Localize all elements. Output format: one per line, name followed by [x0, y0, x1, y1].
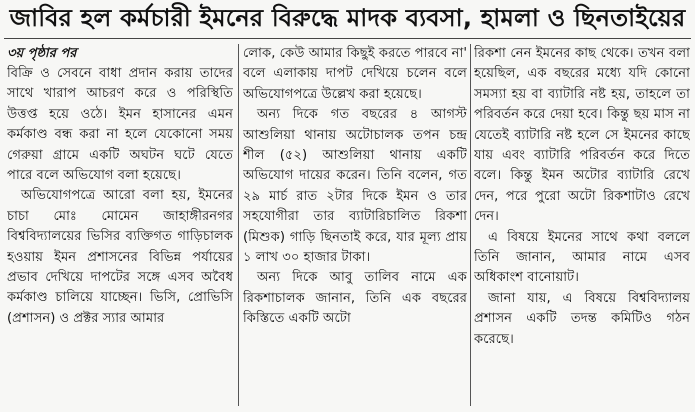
- column-divider-2: [470, 44, 471, 406]
- paragraph: বিক্রি ও সেবনে বাধা প্রদান করায় তাদের সাথে খারাপ আচরণ করে ও পরিস্থিতি উত্তপ্ত হয়ে ওঠে। ইমন হাসানের এমন কর্মকাণ্ড বন্ধ করা না হলে যেকোনো সময় গেরুয়া গ্রামে একটি অঘটন ঘটে যেতে পারে বলে অভিযোগ বলা হয়েছে।: [7, 66, 233, 184]
- paragraph: অভিযোগপত্রে আরো বলা হয়, ইমনের চাচা মোঃ মোমেন জাহাঙ্গীরনগর বিশ্ববিদ্যালয়ের ভিসির ব্যক্তিগত গাড়িচালক হওয়ায় ইমন প্রশাসনের বিভিন্ন পর্যায়ের প্রভাব দেখিয়ে দাপটের সঙ্গে এসব অবৈধ কর্মকাণ্ড চালিয়ে যাচ্ছেন। ভিসি, প্রোভিসি (প্রশাসন) ও প্রক্টর স্যার আমার: [7, 188, 233, 326]
- headline: জাবির হল কর্মচারী ইমনের বিরুদ্ধে মাদক ব্যবসা, হামলা ও ছিনতাইয়ের: [9, 4, 686, 32]
- paragraph: রিকশা নেন ইমনের কাছ থেকে। তখন বলা হয়েছিল, এক বছরের মধ্যে যদি কোনো সমস্যা হয় বা ব্যাটারি নষ্ট হয়, তাহলে তা পরিবর্তন করে দেয়া হবে। কিন্তু ছয় মাস না যেতেই ব্যাটারি নষ্ট হলে সে ইমনের কাছে যায় এবং ব্যাটারি পরিবর্তন করে দিতে বলে। কিন্তু ইমন অটোর ব্যাটারি রেখে দেন, পরে পুরো অটো রিকশাটাও রেখে দেন।: [474, 46, 690, 225]
- paragraph: অন্য দিকে গত বছরের ৪ আগস্ট আশুলিয়া থানায় অটোচালক তপন চন্দ্র শীল (৫২) আশুলিয়া থানায় একটি অভিযোগ দায়ের করেন। তিনি বলেন, গত ২৯ মার্চ রাত ২টার দিকে ইমন ও তার সহযোগীরা তার ব্যাটারিচালিত রিকশা (মিশুক) গাড়ি ছিনতাই করে, যার মূল্য প্রায় ১ লাখ ৩০ হাজার টাকা।: [243, 107, 467, 266]
- continuation-label: ৩য় পৃষ্ঠার পর: [7, 46, 77, 61]
- paragraph: অন্য দিকে আবু তালিব নামে এক রিকশাচালক জানান, তিনি এক বছরের কিস্তিতে একটি অটো: [243, 270, 467, 327]
- headline-rule: [4, 38, 691, 39]
- article-column-3: [474, 44, 690, 410]
- column-divider-1: [238, 44, 239, 406]
- paragraph: লোক, কেউ আমার কিছুই করতে পারবে না' বলে এলাকায় দাপট দেখিয়ে চলেন বলে অভিযোগপত্রে উল্লেখ করা হয়েছে।: [243, 46, 467, 102]
- paragraph: এ বিষয়ে ইমনের সাথে কথা বললে তিনি জানান, আমার নামে এসব অধিকাংশ বানোয়াট।: [474, 229, 690, 286]
- paragraph: জানা যায়, এ বিষয়ে বিশ্ববিদ্যালয় প্রশাসন একটি তদন্ত কমিটিও গঠন করেছে।: [474, 290, 690, 347]
- article-column-1: [7, 44, 233, 410]
- article-column-2: [243, 44, 467, 410]
